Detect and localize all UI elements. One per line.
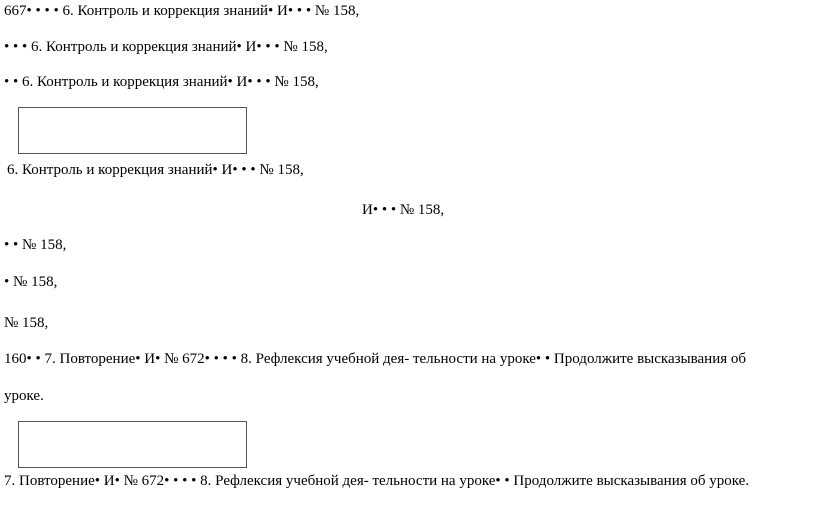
text-line-1: 667• • • • 6. Контроль и коррекция знаний• И• • • № 158, (4, 3, 360, 19)
text-line-11: 7. Повторение• И• № 672• • • • 8. Рефлексия учебной дея- тельности на уроке• • Продолжите высказывания об уроке. (4, 473, 750, 489)
empty-frame-1 (18, 107, 247, 154)
text-line-3: • • 6. Контроль и коррекция знаний• И• • • № 158, (4, 74, 319, 90)
text-line-8: № 158, (4, 315, 49, 331)
text-line-9: 160• • 7. Повторение• И• № 672• • • • 8. Рефлексия учебной дея- тельности на уроке• • Продолжите высказывания об (4, 351, 747, 367)
text-line-4: 6. Контроль и коррекция знаний• И• • • № 158, (7, 162, 304, 178)
text-line-5: И• • • № 158, (362, 202, 445, 218)
text-line-10: уроке. (4, 388, 44, 404)
text-line-7: • № 158, (4, 274, 58, 290)
text-line-6: • • № 158, (4, 237, 67, 253)
text-line-2: • • • 6. Контроль и коррекция знаний• И• • • № 158, (4, 39, 328, 55)
empty-frame-2 (18, 421, 247, 468)
